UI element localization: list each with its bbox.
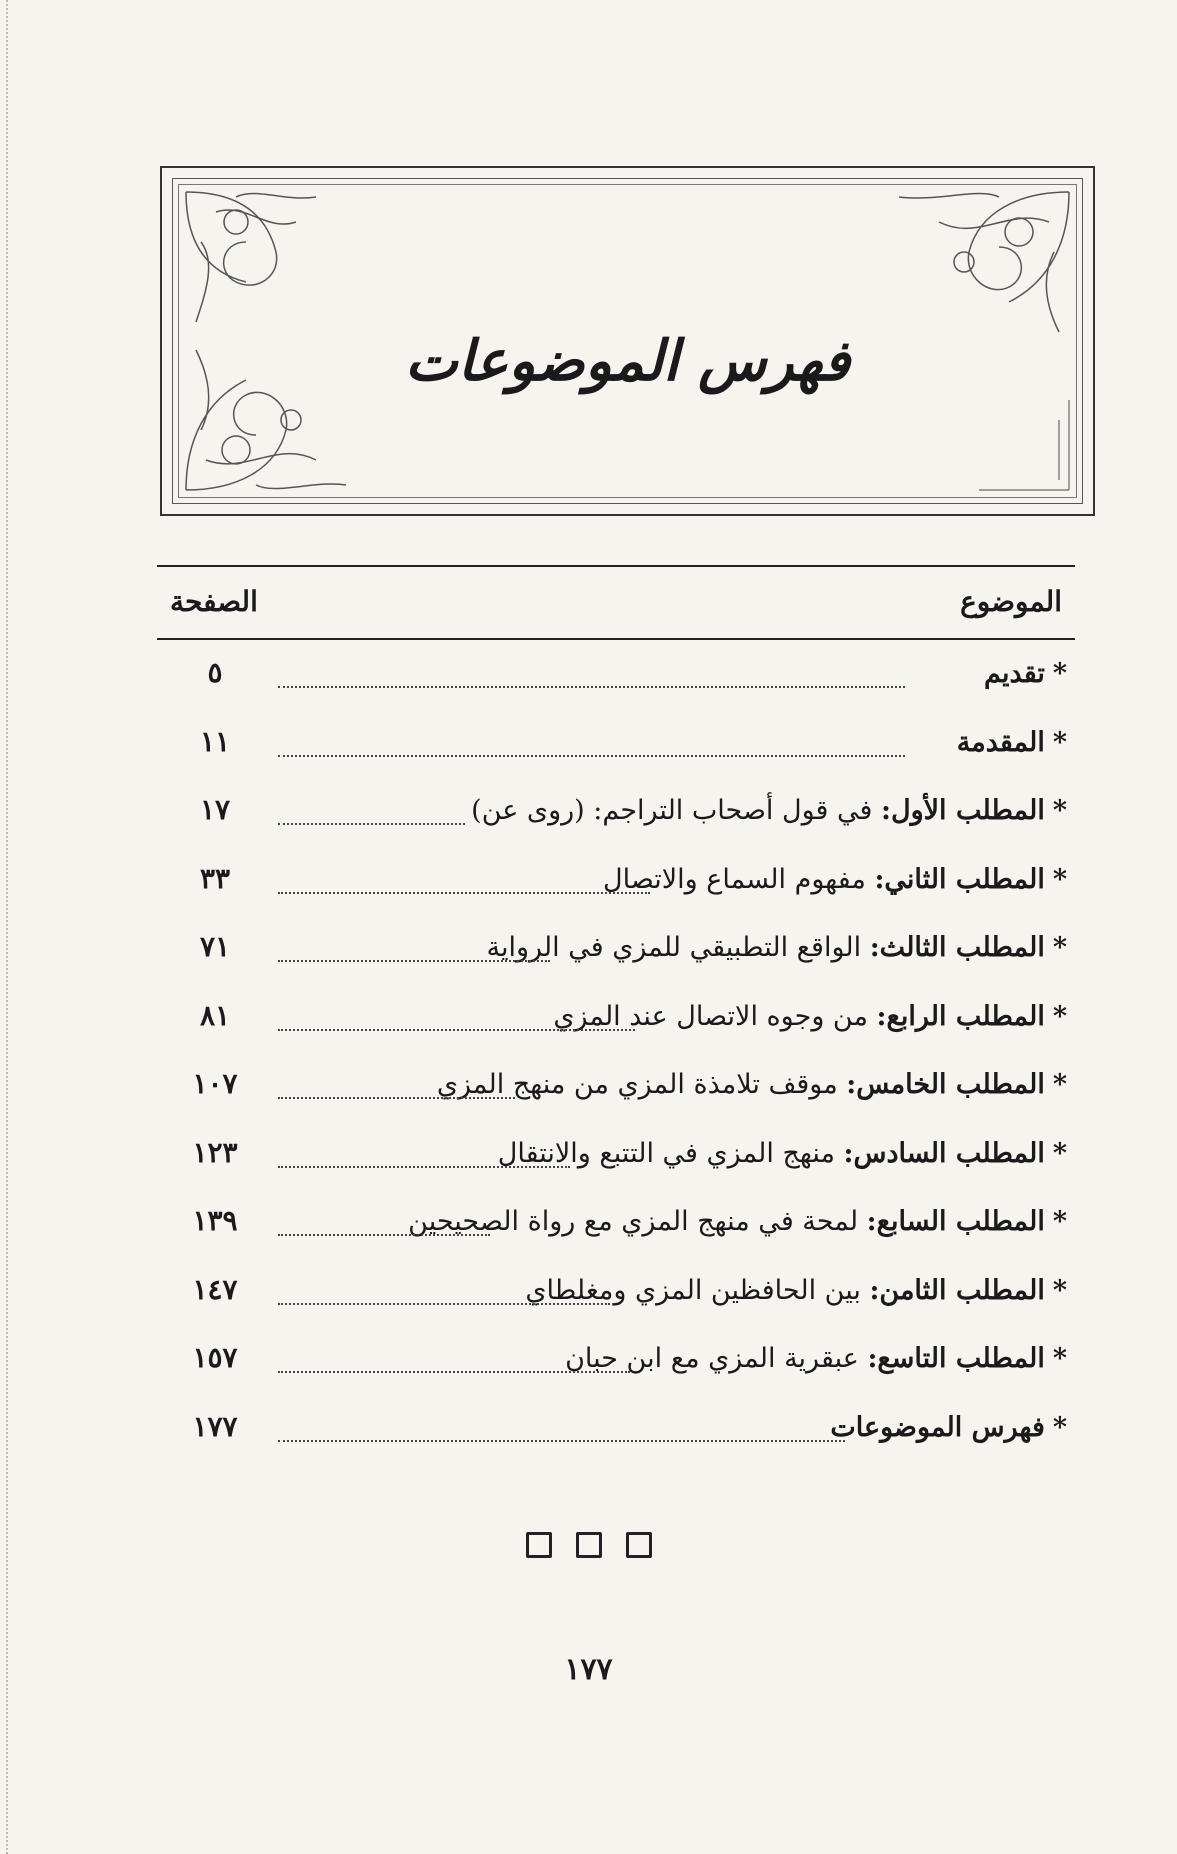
toc-entry-label: المطلب السادس: (843, 1137, 1045, 1169)
toc-entry-label: المطلب الخامس: (846, 1069, 1045, 1100)
end-marks (0, 1532, 1177, 1562)
leader-dots (278, 823, 465, 825)
leader-dots (278, 1234, 490, 1236)
corner-ornament-icon (879, 182, 1079, 342)
toc-entry (0, 1265, 1177, 1325)
toc-entry-text: في قول أصحاب التراجم: (روى عن) (471, 795, 882, 826)
toc-entry-title (603, 864, 1067, 895)
toc-entry-label: فهرس الموضوعات (830, 1411, 1045, 1443)
toc-entry-label: المطلب الرابع: (876, 1000, 1045, 1032)
toc-entry-label: تقديم (984, 658, 1045, 689)
toc-entry-label: المطلب الثامن: (869, 1274, 1045, 1306)
toc-entry (0, 1059, 1177, 1119)
bullet-icon: * (1052, 932, 1067, 963)
leader-dots (278, 1303, 610, 1305)
bullet-icon: * (1052, 726, 1067, 758)
bullet-icon: * (1052, 795, 1067, 826)
leader-dots (278, 1097, 515, 1099)
square-mark-icon (626, 1532, 652, 1558)
toc-entry-title (498, 1138, 1067, 1169)
toc-entry-text: الواقع التطبيقي للمزي في الرواية (486, 932, 870, 963)
bullet-icon: * (1052, 1411, 1067, 1443)
leader-dots (278, 686, 905, 688)
leader-dots (278, 1440, 845, 1442)
toc-entry-title (471, 795, 1067, 826)
toc-entry-label: المطلب الثاني: (874, 863, 1045, 895)
toc-entry (0, 922, 1177, 982)
title-frame (160, 166, 1095, 516)
table-header-rule (157, 638, 1075, 640)
toc-entry-page: ٣٣ (199, 861, 231, 895)
bullet-icon: * (1052, 1274, 1067, 1306)
table-top-rule (157, 565, 1075, 567)
bullet-icon: * (1052, 1069, 1067, 1100)
toc-entry (0, 1402, 1177, 1462)
toc-entry-label: المقدمة (956, 726, 1045, 758)
toc-entry-title (957, 727, 1067, 758)
leader-dots (278, 755, 905, 757)
toc-entry-page: ١٣٩ (192, 1204, 238, 1237)
toc-entry-title (984, 658, 1067, 689)
toc-entry-page: ١١ (199, 724, 231, 758)
toc-entry-text: عبقرية المزي مع ابن حبان (565, 1343, 868, 1374)
toc-entry (0, 785, 1177, 845)
toc-entry-title (486, 932, 1067, 963)
corner-ornament-icon (959, 380, 1079, 500)
toc-entry-title (408, 1206, 1067, 1237)
toc-entry (0, 1128, 1177, 1188)
square-mark-icon (526, 1532, 552, 1558)
toc-entry-label: المطلب السابع: (866, 1206, 1045, 1237)
toc-entry-page: ٨١ (199, 998, 231, 1032)
column-header-topic: الموضوع (960, 585, 1062, 618)
bullet-icon: * (1052, 863, 1067, 895)
toc-entry-text: موقف تلامذة المزي من منهج المزي (436, 1069, 847, 1100)
page-title: فهرس الموضوعات (405, 328, 850, 394)
bullet-icon: * (1052, 1343, 1067, 1374)
bullet-icon: * (1052, 1206, 1067, 1237)
column-header-page: الصفحة (170, 585, 258, 618)
toc-entry (0, 717, 1177, 777)
toc-entry-page: ١٤٧ (192, 1272, 238, 1306)
toc-entry (0, 1333, 1177, 1393)
toc-entry-text: منهج المزي في التتبع والانتقال (497, 1137, 844, 1169)
toc-entry-page: ١٥٧ (192, 1341, 238, 1374)
toc-entry-title (830, 1412, 1067, 1443)
page-number: ١٧٧ (564, 1652, 613, 1687)
toc-entry (0, 1196, 1177, 1256)
toc-entry-page: ٧١ (199, 930, 231, 963)
toc-entry-title (565, 1343, 1067, 1374)
leader-dots (278, 892, 650, 894)
toc-entry-text: لمحة في منهج المزي مع رواة الصحيحين (408, 1206, 867, 1237)
bullet-icon: * (1052, 658, 1067, 689)
toc-entry-label: المطلب الأول: (881, 795, 1045, 826)
toc-entry-page: ٥ (207, 656, 223, 689)
toc-entry-title (553, 1001, 1067, 1032)
leader-dots (278, 1166, 570, 1168)
toc-entry-page: ١٢٣ (192, 1135, 238, 1169)
toc-entry (0, 854, 1177, 914)
toc-entry-title (525, 1275, 1067, 1306)
bullet-icon: * (1052, 1137, 1067, 1169)
toc-entry (0, 991, 1177, 1051)
toc-entry-page: ١٧٧ (192, 1409, 238, 1443)
square-mark-icon (576, 1532, 602, 1558)
leader-dots (278, 960, 550, 962)
toc-entry-text: من وجوه الاتصال عند المزي (553, 1000, 877, 1032)
toc-entry-label: المطلب الثالث: (869, 932, 1045, 963)
toc-entry-page: ١٠٧ (192, 1067, 238, 1100)
toc-entry-label: المطلب التاسع: (867, 1343, 1045, 1374)
toc-entry-page: ١٧ (199, 793, 231, 826)
toc-entry (0, 648, 1177, 708)
toc-entry-text: بين الحافظين المزي ومغلطاي (525, 1274, 870, 1306)
leader-dots (278, 1029, 635, 1031)
corner-ornament-icon (176, 182, 326, 332)
leader-dots (278, 1371, 630, 1373)
bullet-icon: * (1052, 1000, 1067, 1032)
toc-entry-text: مفهوم السماع والاتصال (602, 863, 875, 895)
toc-entry-title (437, 1069, 1067, 1100)
